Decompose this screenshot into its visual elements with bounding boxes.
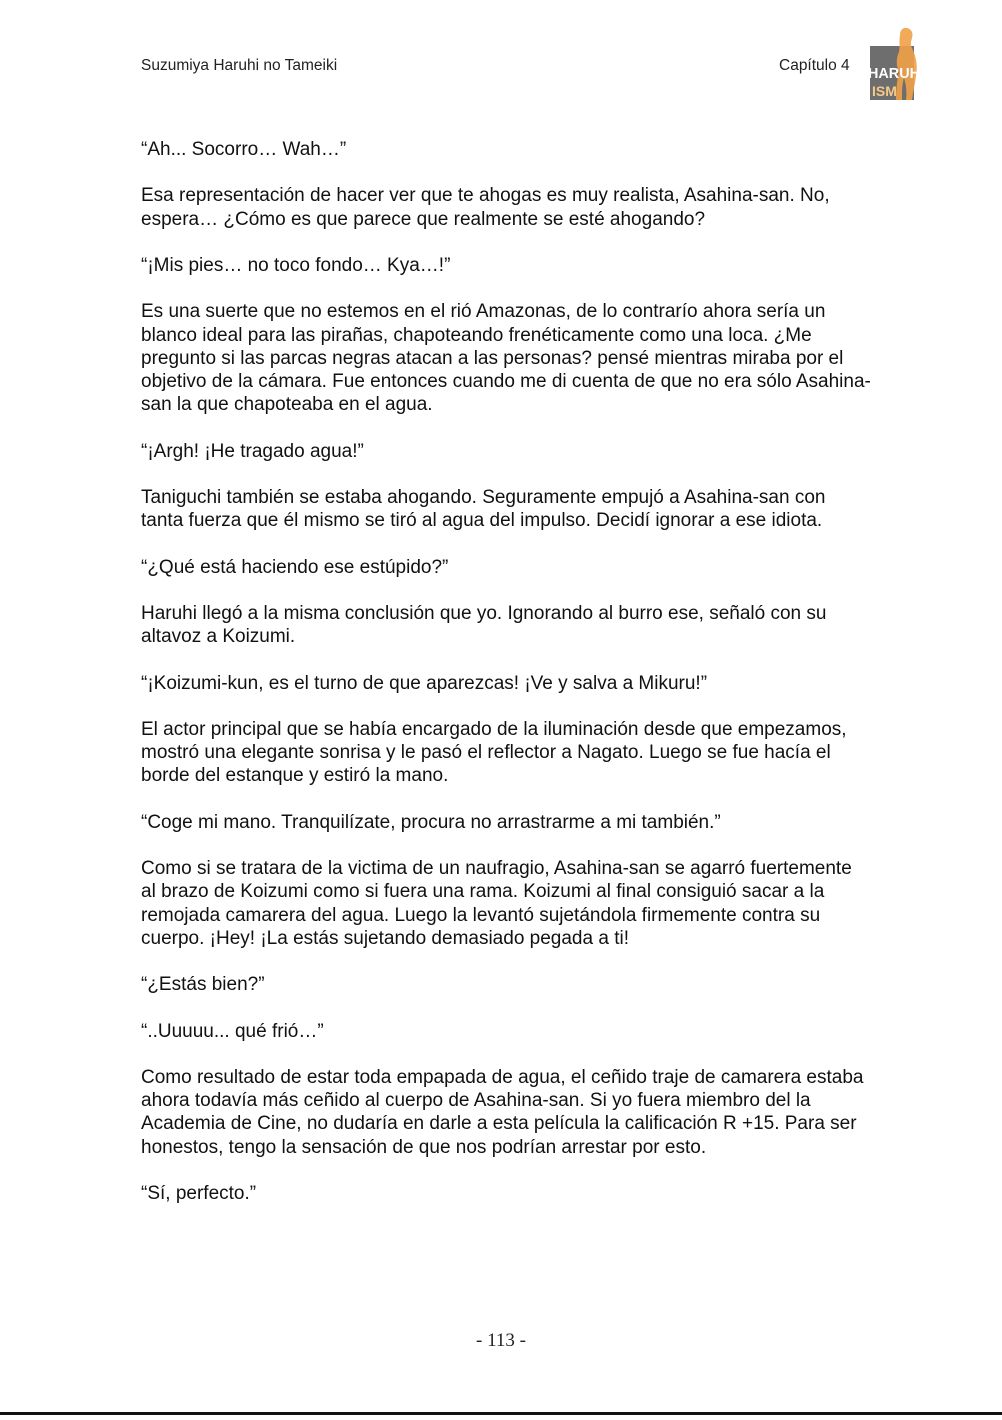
paragraph: Taniguchi también se estaba ahogando. Seguramente empujó a Asahina-san con tanta fuerza que él mismo se tiró al agua del impulso. Decidí ignorar a ese idiota. bbox=[141, 486, 826, 532]
paragraph: Haruhi llegó a la misma conclusión que yo. Ignorando al burro ese, señaló con su altavoz a Koizumi. bbox=[141, 602, 827, 648]
logo-text-haruhi: HARUHI bbox=[868, 65, 924, 82]
haruhiism-logo bbox=[866, 26, 926, 102]
page-number: - 113 - bbox=[476, 1330, 526, 1351]
paragraph: Es una suerte que no estemos en el rió Amazonas, de lo contrarío ahora sería un blanco ideal para las pirañas, chapoteando frenéticamente como una loca. ¿Me pregunto si las parcas negras atacan a las personas? pensé mientras miraba por el objetivo de la cámara. Fue entonces cuando me di cuenta de que no era sólo Asahina-san la que chapoteaba en el agua. bbox=[141, 301, 871, 416]
paragraph: El actor principal que se había encargado de la iluminación desde que empezamos, mostró una elegante sonrisa y le pasó el reflector a Nagato. Luego se fue hacía el borde del estanque y estiró la mano. bbox=[141, 718, 847, 787]
paragraph: “¡Mis pies… no toco fondo… Kya…!” bbox=[141, 254, 451, 276]
paragraph: “¡Argh! ¡He tragado agua!” bbox=[141, 440, 364, 462]
paragraph: “Coge mi mano. Tranquilízate, procura no arrastrarme a mi también.” bbox=[141, 811, 721, 833]
logo-figure bbox=[896, 28, 917, 100]
paragraph: Como resultado de estar toda empapada de agua, el ceñido traje de camarera estaba ahora todavía más ceñido al cuerpo de Asahina-san. Si yo fuera miembro del la Academia de Cine, no dudaría en darle a esta película la calificación R +15. Para ser honestos, tengo la sensación de que nos podrían arrestar por esto. bbox=[141, 1066, 864, 1158]
logo-text-ism: ISM bbox=[872, 83, 897, 99]
paragraph: “¿Estás bien?” bbox=[141, 974, 265, 996]
paragraph: “..Uuuuu... qué frió…” bbox=[141, 1020, 324, 1042]
paragraph: “¡Koizumi-kun, es el turno de que aparezcas! ¡Ve y salva a Mikuru!” bbox=[141, 672, 708, 694]
chapter-label: Capítulo 4 bbox=[779, 57, 850, 74]
book-title: Suzumiya Haruhi no Tameiki bbox=[141, 57, 338, 74]
paragraph: “¿Qué está haciendo ese estúpido?” bbox=[141, 556, 449, 578]
body-text bbox=[141, 138, 871, 1228]
paragraph: “Sí, perfecto.” bbox=[141, 1182, 257, 1204]
paragraph: Esa representación de hacer ver que te ahogas es muy realista, Asahina-san. No, espera… ¿Cómo es que parece que realmente se esté ahogando? bbox=[141, 185, 830, 230]
paragraph: Como si se tratara de la victima de un naufragio, Asahina-san se agarró fuertemente al brazo de Koizumi como si fuera una rama. Koizumi al final consiguió sacar a la remojada camarera del agua. Luego la levantó sujetándola firmemente contra su cuerpo. ¡Hey! ¡La estás sujetando demasiado pegada a ti! bbox=[141, 858, 852, 949]
bottom-rule bbox=[0, 1412, 1002, 1415]
paragraph: “Ah... Socorro… Wah…” bbox=[141, 139, 347, 160]
